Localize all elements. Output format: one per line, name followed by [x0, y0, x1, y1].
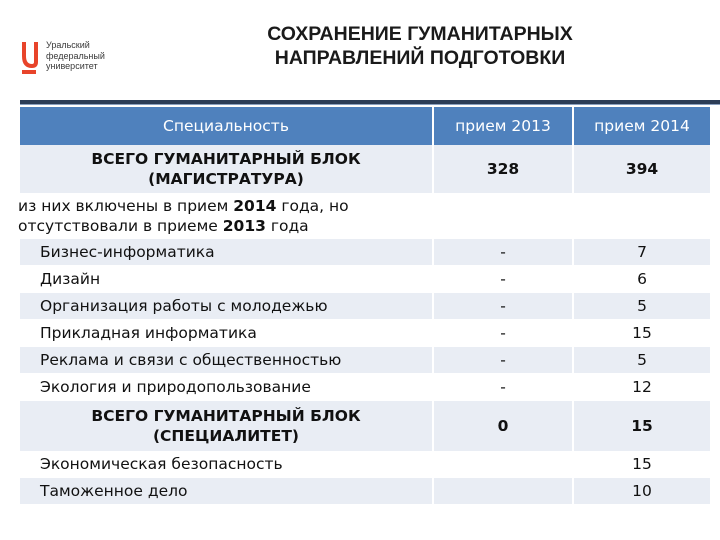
- master-2013: -: [432, 293, 572, 319]
- master-name: Прикладная информатика: [40, 324, 257, 342]
- total-master-line-1: ВСЕГО ГУМАНИТАРНЫЙ БЛОК: [91, 150, 361, 168]
- logo-line-3: университет: [46, 61, 98, 71]
- title-line-1: СОХРАНЕНИЕ ГУМАНИТАРНЫХ: [267, 23, 573, 45]
- note-2013: [430, 193, 570, 239]
- master-2014: 12: [572, 374, 710, 400]
- total-specialist-row: [20, 400, 710, 451]
- total-specialist-2014: 15: [572, 401, 710, 451]
- total-specialist-line-2: (СПЕЦИАЛИТЕТ): [152, 427, 300, 445]
- note-year-2014: 2014: [233, 197, 277, 215]
- table-row: [20, 319, 710, 346]
- table-row: [20, 265, 710, 292]
- specialist-name: Экономическая безопасность: [40, 455, 283, 473]
- master-name: Дизайн: [40, 270, 101, 288]
- table-row: [20, 373, 710, 400]
- total-master-row: [20, 145, 710, 193]
- note-text: из них включены в прием 2014 года, но отсутствовали в приеме 2013 года: [18, 197, 349, 235]
- master-2014: 15: [572, 320, 710, 346]
- total-specialist-label: [20, 401, 432, 451]
- note-row: [20, 193, 710, 239]
- master-name: Бизнес-информатика: [40, 243, 215, 261]
- table-row: [20, 346, 710, 373]
- master-2013: -: [432, 374, 572, 400]
- logo-text: [46, 40, 105, 72]
- master-name: Экология и природопользование: [40, 378, 311, 396]
- total-master-2013: 328: [432, 145, 572, 193]
- header-2013: прием 2013: [432, 107, 572, 145]
- table-row: [20, 292, 710, 319]
- master-2013: -: [432, 266, 572, 292]
- specialist-2014: 15: [572, 451, 710, 477]
- table-header-row: [20, 107, 710, 145]
- master-2014: 6: [572, 266, 710, 292]
- title-divider-accent: [20, 104, 720, 105]
- master-2013: -: [432, 239, 572, 265]
- page-title: [210, 22, 630, 70]
- master-name: Организация работы с молодежью: [40, 297, 328, 315]
- table-row: [20, 239, 710, 265]
- master-2014: 5: [572, 293, 710, 319]
- total-specialist-2013: 0: [432, 401, 572, 451]
- specialist-rows: [20, 451, 710, 504]
- title-line-2: НАПРАВЛЕНИЙ ПОДГОТОВКИ: [274, 47, 566, 69]
- university-logo: [20, 40, 130, 80]
- master-name: Реклама и связи с общественностью: [40, 351, 342, 369]
- header-specialty: Специальность: [163, 117, 289, 135]
- total-specialist-line-1: ВСЕГО ГУМАНИТАРНЫЙ БЛОК: [91, 407, 361, 425]
- master-2013: -: [432, 347, 572, 373]
- total-master-label: [20, 145, 432, 193]
- note-year-2013: 2013: [222, 217, 266, 235]
- specialist-2013: [432, 478, 572, 504]
- specialist-2014: 10: [572, 478, 710, 504]
- master-rows: [20, 239, 710, 400]
- logo-line-2: федеральный: [46, 50, 105, 61]
- specialist-2013: [432, 451, 572, 477]
- logo-line-1: Уральский: [46, 40, 90, 50]
- specialist-name: Таможенное дело: [40, 482, 188, 500]
- total-master-line-2: (МАГИСТРАТУРА): [148, 170, 304, 188]
- master-2013: -: [432, 320, 572, 346]
- note-2014: [570, 193, 708, 239]
- table-row: [20, 477, 710, 504]
- master-2014: 5: [572, 347, 710, 373]
- total-master-2014: 394: [572, 145, 710, 193]
- master-2014: 7: [572, 239, 710, 265]
- admissions-table: [20, 107, 710, 504]
- table-row: [20, 451, 710, 477]
- header-2014: прием 2014: [572, 107, 710, 145]
- urfu-logo-icon: [20, 40, 40, 78]
